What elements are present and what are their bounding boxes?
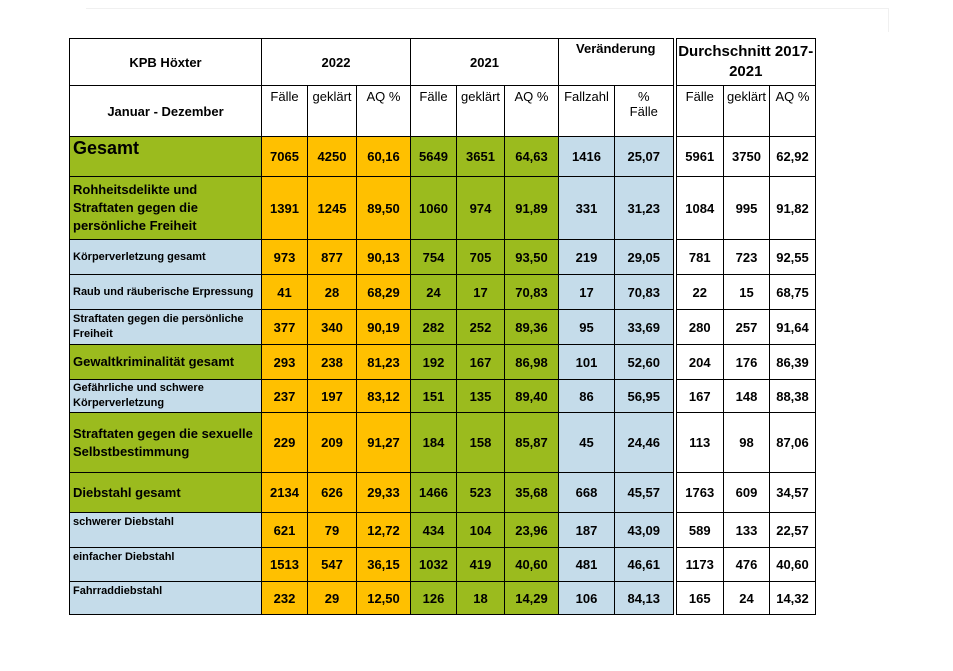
table-row <box>70 582 816 615</box>
table-cell: 40,60 <box>770 548 816 582</box>
table-cell: 104 <box>457 513 505 548</box>
table-cell: 84,13 <box>615 582 675 615</box>
row-label: Raub und räuberische Erpressung <box>70 275 262 310</box>
col-2022-cleared: geklärt <box>308 86 357 137</box>
table-cell: 91,27 <box>357 413 411 473</box>
table-cell: 86,98 <box>505 345 559 380</box>
col-avg-cases: Fälle <box>675 86 724 137</box>
table-row <box>70 473 816 513</box>
header-row-1 <box>70 39 816 86</box>
table-cell: 60,16 <box>357 137 411 177</box>
table-cell: 192 <box>411 345 457 380</box>
table-cell: 87,06 <box>770 413 816 473</box>
row-label: Straftaten gegen die sexuelle Selbstbestimmung <box>70 413 262 473</box>
table-cell: 12,72 <box>357 513 411 548</box>
row-label: Gewaltkriminalität gesamt <box>70 345 262 380</box>
table-cell: 93,50 <box>505 240 559 275</box>
table-cell: 90,19 <box>357 310 411 345</box>
table-cell: 34,57 <box>770 473 816 513</box>
table-cell: 70,83 <box>615 275 675 310</box>
table-cell: 523 <box>457 473 505 513</box>
year-2022-header: 2022 <box>262 39 411 86</box>
table-cell: 7065 <box>262 137 308 177</box>
table-cell: 626 <box>308 473 357 513</box>
table-cell: 219 <box>559 240 615 275</box>
table-cell: 252 <box>457 310 505 345</box>
table-cell: 70,83 <box>505 275 559 310</box>
average-header: Durchschnitt 2017-2021 <box>675 39 816 86</box>
table-row <box>70 275 816 310</box>
table-cell: 723 <box>724 240 770 275</box>
table-cell: 12,50 <box>357 582 411 615</box>
table-cell: 197 <box>308 380 357 413</box>
table-row <box>70 310 816 345</box>
row-label: schwerer Diebstahl <box>70 513 262 548</box>
page-border-top <box>86 8 889 9</box>
col-change-pct-text: % Fälle <box>629 89 658 119</box>
table-cell: 33,69 <box>615 310 675 345</box>
table-cell: 1416 <box>559 137 615 177</box>
table-cell: 754 <box>411 240 457 275</box>
table-cell: 668 <box>559 473 615 513</box>
table-cell: 24 <box>411 275 457 310</box>
table-cell: 609 <box>724 473 770 513</box>
period-label: Januar - Dezember <box>70 86 262 137</box>
table-cell: 974 <box>457 177 505 240</box>
table-cell: 98 <box>724 413 770 473</box>
table-cell: 15 <box>724 275 770 310</box>
table-cell: 148 <box>724 380 770 413</box>
table-title: KPB Höxter <box>70 39 262 86</box>
table-cell: 17 <box>559 275 615 310</box>
table-cell: 257 <box>724 310 770 345</box>
table-cell: 167 <box>457 345 505 380</box>
table-cell: 14,32 <box>770 582 816 615</box>
table-cell: 68,29 <box>357 275 411 310</box>
table-cell: 331 <box>559 177 615 240</box>
col-avg-rate: AQ % <box>770 86 816 137</box>
table-cell: 377 <box>262 310 308 345</box>
table-cell: 133 <box>724 513 770 548</box>
table-cell: 95 <box>559 310 615 345</box>
table-cell: 68,75 <box>770 275 816 310</box>
row-label: Straftaten gegen die persönliche Freiheit <box>70 310 262 345</box>
table-cell: 29,33 <box>357 473 411 513</box>
table-cell: 5961 <box>675 137 724 177</box>
table-cell: 86,39 <box>770 345 816 380</box>
table-cell: 237 <box>262 380 308 413</box>
table-cell: 229 <box>262 413 308 473</box>
table-cell: 340 <box>308 310 357 345</box>
table-cell: 88,38 <box>770 380 816 413</box>
table-cell: 24 <box>724 582 770 615</box>
table-row <box>70 513 816 548</box>
table-cell: 85,87 <box>505 413 559 473</box>
table-row <box>70 548 816 582</box>
table-cell: 419 <box>457 548 505 582</box>
table-cell: 28 <box>308 275 357 310</box>
table-cell: 22,57 <box>770 513 816 548</box>
row-label: Rohheitsdelikte und Straftaten gegen die persönliche Freiheit <box>70 177 262 240</box>
page-border-right <box>888 8 889 32</box>
row-label: einfacher Diebstahl <box>70 548 262 582</box>
table-cell: 167 <box>675 380 724 413</box>
table-cell: 5649 <box>411 137 457 177</box>
table-cell: 1173 <box>675 548 724 582</box>
table-cell: 17 <box>457 275 505 310</box>
table-cell: 1245 <box>308 177 357 240</box>
table-cell: 1466 <box>411 473 457 513</box>
table-cell: 45,57 <box>615 473 675 513</box>
table-cell: 877 <box>308 240 357 275</box>
col-change-pct <box>615 86 675 137</box>
col-2021-cleared: geklärt <box>457 86 505 137</box>
table-cell: 1513 <box>262 548 308 582</box>
table-cell: 481 <box>559 548 615 582</box>
col-2022-rate: AQ % <box>357 86 411 137</box>
table-cell: 62,92 <box>770 137 816 177</box>
table-cell: 1032 <box>411 548 457 582</box>
table-cell: 91,82 <box>770 177 816 240</box>
table-cell: 31,23 <box>615 177 675 240</box>
table-cell: 1763 <box>675 473 724 513</box>
table-cell: 91,64 <box>770 310 816 345</box>
table-row <box>70 413 816 473</box>
change-header: Veränderung <box>559 39 675 86</box>
year-2021-header: 2021 <box>411 39 559 86</box>
table-cell: 4250 <box>308 137 357 177</box>
table-cell: 204 <box>675 345 724 380</box>
table-cell: 293 <box>262 345 308 380</box>
table-cell: 52,60 <box>615 345 675 380</box>
table-cell: 89,36 <box>505 310 559 345</box>
table-cell: 781 <box>675 240 724 275</box>
table-cell: 29,05 <box>615 240 675 275</box>
table-cell: 90,13 <box>357 240 411 275</box>
table-cell: 995 <box>724 177 770 240</box>
table-cell: 36,15 <box>357 548 411 582</box>
table-cell: 3651 <box>457 137 505 177</box>
table-cell: 184 <box>411 413 457 473</box>
row-label: Fahrraddiebstahl <box>70 582 262 615</box>
table-cell: 81,23 <box>357 345 411 380</box>
table-cell: 434 <box>411 513 457 548</box>
table-cell: 46,61 <box>615 548 675 582</box>
table-row <box>70 240 816 275</box>
table-row <box>70 137 816 177</box>
table-cell: 24,46 <box>615 413 675 473</box>
row-label: Gesamt <box>70 137 262 177</box>
table-cell: 113 <box>675 413 724 473</box>
table-cell: 282 <box>411 310 457 345</box>
table-cell: 89,40 <box>505 380 559 413</box>
col-avg-cleared: geklärt <box>724 86 770 137</box>
table-cell: 64,63 <box>505 137 559 177</box>
table-cell: 18 <box>457 582 505 615</box>
table-cell: 151 <box>411 380 457 413</box>
table-cell: 158 <box>457 413 505 473</box>
table-cell: 83,12 <box>357 380 411 413</box>
table-cell: 3750 <box>724 137 770 177</box>
table-cell: 621 <box>262 513 308 548</box>
table-cell: 209 <box>308 413 357 473</box>
table-cell: 705 <box>457 240 505 275</box>
col-2022-cases: Fälle <box>262 86 308 137</box>
row-label: Körperverletzung gesamt <box>70 240 262 275</box>
table-cell: 232 <box>262 582 308 615</box>
table-cell: 89,50 <box>357 177 411 240</box>
table-cell: 43,09 <box>615 513 675 548</box>
table-cell: 1060 <box>411 177 457 240</box>
table-cell: 45 <box>559 413 615 473</box>
table-cell: 101 <box>559 345 615 380</box>
table-cell: 973 <box>262 240 308 275</box>
table-row <box>70 380 816 413</box>
table-cell: 25,07 <box>615 137 675 177</box>
table-cell: 2134 <box>262 473 308 513</box>
table-row <box>70 345 816 380</box>
table-cell: 1084 <box>675 177 724 240</box>
table-cell: 476 <box>724 548 770 582</box>
table-cell: 238 <box>308 345 357 380</box>
table-cell: 1391 <box>262 177 308 240</box>
table-cell: 56,95 <box>615 380 675 413</box>
table-cell: 41 <box>262 275 308 310</box>
col-2021-rate: AQ % <box>505 86 559 137</box>
table-cell: 79 <box>308 513 357 548</box>
row-label: Diebstahl gesamt <box>70 473 262 513</box>
table-cell: 92,55 <box>770 240 816 275</box>
table-cell: 126 <box>411 582 457 615</box>
table-cell: 589 <box>675 513 724 548</box>
table-cell: 165 <box>675 582 724 615</box>
table-row <box>70 177 816 240</box>
table-cell: 86 <box>559 380 615 413</box>
crime-statistics-table <box>69 38 816 615</box>
table-cell: 22 <box>675 275 724 310</box>
table-cell: 40,60 <box>505 548 559 582</box>
col-change-count: Fallzahl <box>559 86 615 137</box>
table-cell: 187 <box>559 513 615 548</box>
table-cell: 14,29 <box>505 582 559 615</box>
row-label: Gefährliche und schwere Körperverletzung <box>70 380 262 413</box>
table-cell: 176 <box>724 345 770 380</box>
table-cell: 547 <box>308 548 357 582</box>
col-2021-cases: Fälle <box>411 86 457 137</box>
table-cell: 91,89 <box>505 177 559 240</box>
table-cell: 23,96 <box>505 513 559 548</box>
table-cell: 106 <box>559 582 615 615</box>
table-cell: 135 <box>457 380 505 413</box>
table-cell: 35,68 <box>505 473 559 513</box>
table-cell: 280 <box>675 310 724 345</box>
table-cell: 29 <box>308 582 357 615</box>
header-row-2 <box>70 86 816 137</box>
